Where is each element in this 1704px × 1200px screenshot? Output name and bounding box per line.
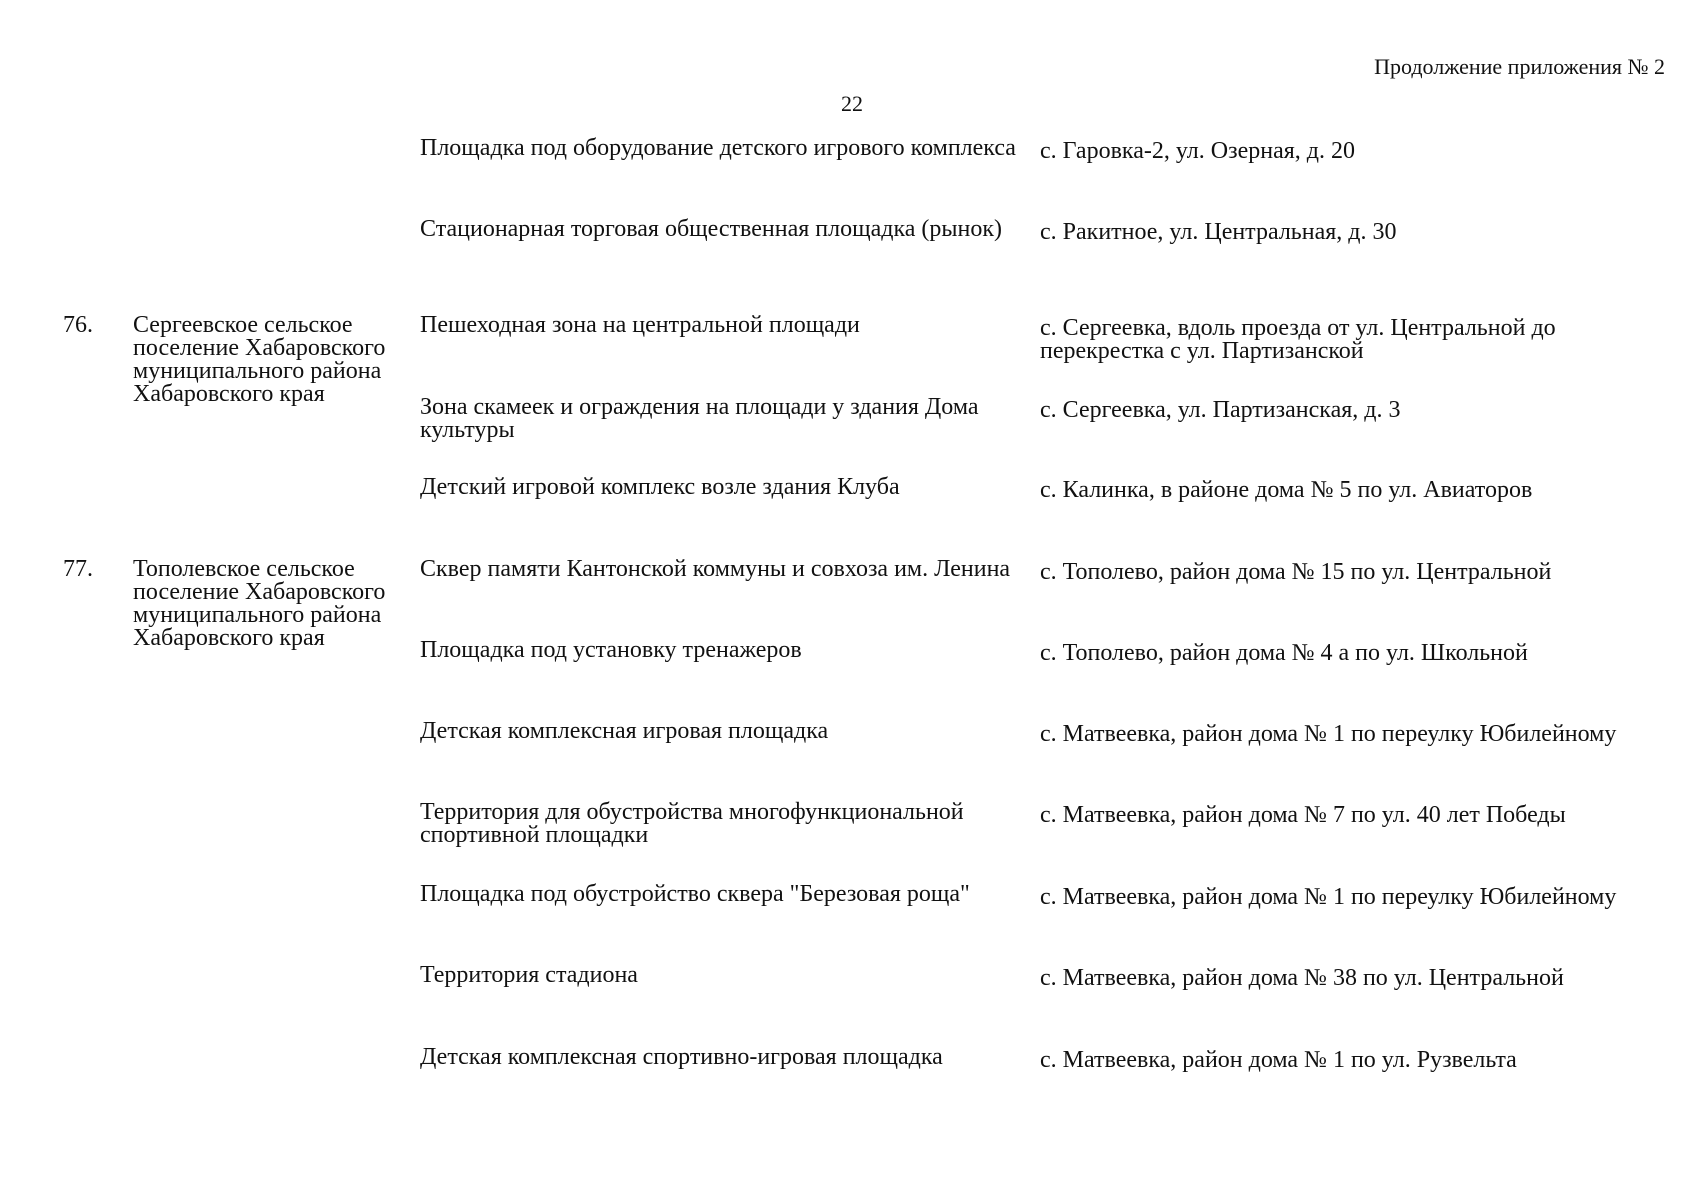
object-address: с. Тополево, район дома № 4 а по ул. Школьной	[1040, 640, 1528, 666]
object-name: Площадка под обустройство сквера "Березовая роща"	[420, 881, 970, 907]
object-name: Сквер памяти Кантонской коммуны и совхоза им. Ленина	[420, 556, 1011, 582]
object-address: с. Калинка, в районе дома № 5 по ул. Авиаторов	[1040, 477, 1533, 503]
settlement-name: Сергеевское сельское поселение Хабаровского муниципального района Хабаровского края	[133, 312, 386, 407]
object-name: Территория для обустройства многофункциональной спортивной площадки	[420, 799, 964, 848]
object-address: с. Матвеевка, район дома № 1 по переулку Юбилейному	[1040, 884, 1617, 910]
object-address: с. Матвеевка, район дома № 1 по переулку Юбилейному	[1040, 721, 1617, 747]
object-address: с. Тополево, район дома № 15 по ул. Центральной	[1040, 559, 1552, 585]
object-name: Пешеходная зона на центральной площади	[420, 312, 860, 338]
row-number: 76.	[63, 312, 93, 338]
object-name: Стационарная торговая общественная площадка (рынок)	[420, 216, 1002, 242]
object-name: Детский игровой комплекс возле здания Клуба	[420, 474, 900, 500]
object-name: Площадка под оборудование детского игрового комплекса	[420, 135, 1016, 161]
row-number: 77.	[63, 556, 93, 582]
page-number: 22	[841, 91, 863, 116]
settlement-name: Тополевское сельское поселение Хабаровского муниципального района Хабаровского края	[133, 556, 386, 651]
object-address: с. Матвеевка, район дома № 7 по ул. 40 лет Победы	[1040, 802, 1566, 828]
object-address: с. Матвеевка, район дома № 38 по ул. Центральной	[1040, 965, 1564, 991]
object-address: с. Ракитное, ул. Центральная, д. 30	[1040, 219, 1397, 245]
object-name: Детская комплексная спортивно-игровая площадка	[420, 1044, 943, 1070]
object-name: Зона скамеек и ограждения на площади у здания Дома культуры	[420, 394, 979, 443]
object-name: Площадка под установку тренажеров	[420, 637, 802, 663]
object-name: Территория стадиона	[420, 962, 638, 988]
appendix-continuation-note: Продолжение приложения № 2	[1374, 54, 1665, 79]
object-address: с. Сергеевка, вдоль проезда от ул. Центральной до перекрестка с ул. Партизанской	[1040, 315, 1556, 364]
object-name: Детская комплексная игровая площадка	[420, 718, 829, 744]
object-address: с. Сергеевка, ул. Партизанская, д. 3	[1040, 397, 1401, 423]
object-address: с. Матвеевка, район дома № 1 по ул. Рузвельта	[1040, 1047, 1517, 1073]
object-address: с. Гаровка-2, ул. Озерная, д. 20	[1040, 138, 1355, 164]
